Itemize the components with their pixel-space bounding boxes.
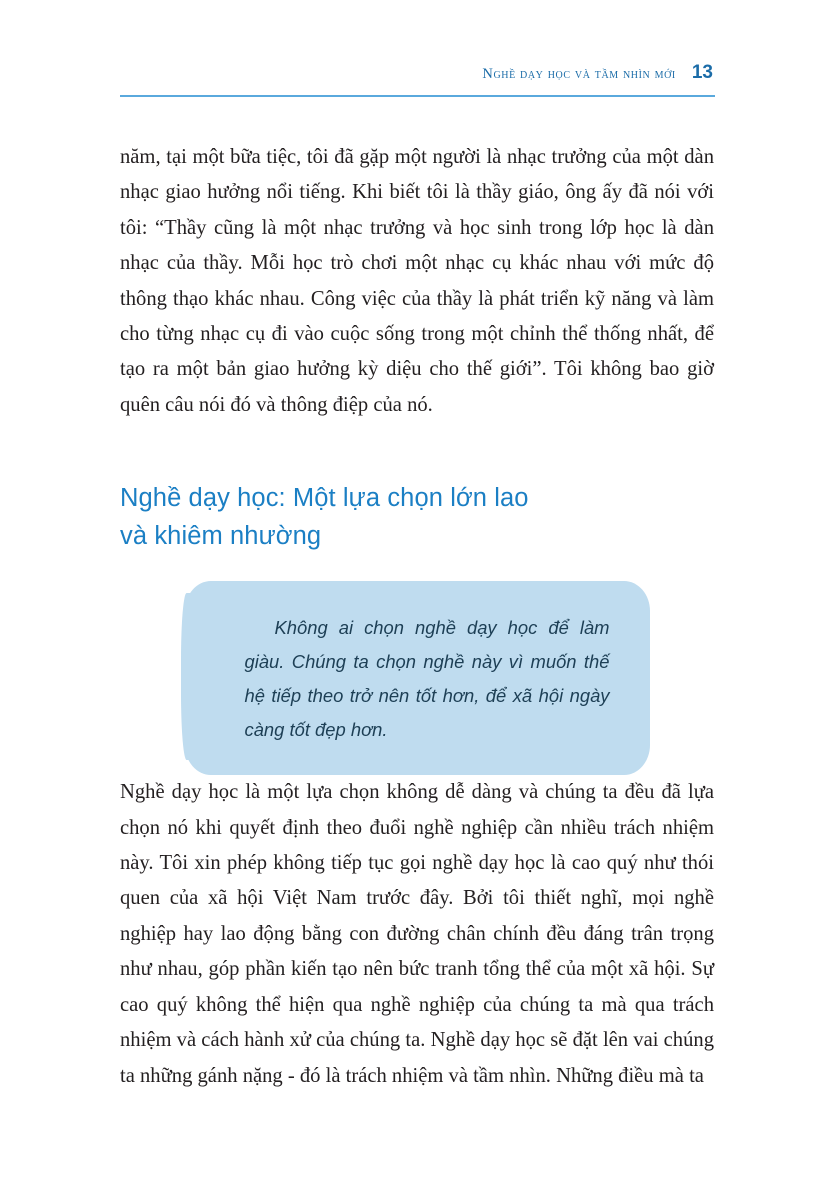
page-number: 13 <box>691 62 713 83</box>
section-heading-line-2: và khiêm nhường <box>120 522 322 551</box>
page-content <box>120 140 714 1094</box>
running-head <box>482 62 713 84</box>
pull-quote-text: Không ai chọn nghề dạy học để làm giàu. Chúng ta chọn nghề này vì muốn thế hệ tiếp theo trở nên tốt hơn, để xã hội ngày càng tốt đẹp hơn. <box>244 617 610 741</box>
pull-quote-text-wrapper <box>245 611 610 747</box>
paragraph-first: năm, tại một bữa tiệc, tôi đã gặp một người là nhạc trưởng của một dàn nhạc giao hưởng nổi tiếng. Khi biết tôi là thầy giáo, ông ấy đã nói với tôi: “Thầy cũng là một nhạc trưởng và học sinh trong lớp học là dàn nhạc của thầy. Mỗi học trò chơi một nhạc cụ khác nhau với mức độ thông thạo khác nhau. Công việc của thầy là phát triển kỹ năng và làm cho từng nhạc cụ đi vào cuộc sống trong một chỉnh thể thống nhất, để tạo ra một bản giao hưởng kỳ diệu cho thế giới”. Tôi không bao giờ quên câu nói đó và thông điệp của nó. <box>120 146 714 416</box>
running-head-title: Nghề dạy học và tầm nhìn mới <box>482 66 676 82</box>
pull-quote-box <box>185 581 650 775</box>
pull-quote-container <box>120 581 714 775</box>
section-heading-line-1: Nghề dạy học: Một lựa chọn lớn lao <box>120 484 529 513</box>
section-heading <box>120 479 714 555</box>
paragraph-second: Nghề dạy học là một lựa chọn không dễ dàng và chúng ta đều đã lựa chọn nó khi quyết định theo đuổi nghề nghiệp cần nhiều trách nhiệm này. Tôi xin phép không tiếp tục gọi nghề dạy học là cao quý như thói quen của xã hội Việt Nam trước đây. Bởi tôi thiết nghĩ, mọi nghề nghiệp hay lao động bằng con đường chân chính đều đáng trân trọng như nhau, góp phần kiến tạo nên bức tranh tổng thể của một xã hội. Sự cao quý không thể hiện qua nghề nghiệp của chúng ta mà qua trách nhiệm và cách hành xử của chúng ta. Nghề dạy học sẽ đặt lên vai chúng ta những gánh nặng - đó là trách nhiệm và tầm nhìn. Những điều mà ta <box>120 781 714 1087</box>
header-divider <box>120 95 715 97</box>
